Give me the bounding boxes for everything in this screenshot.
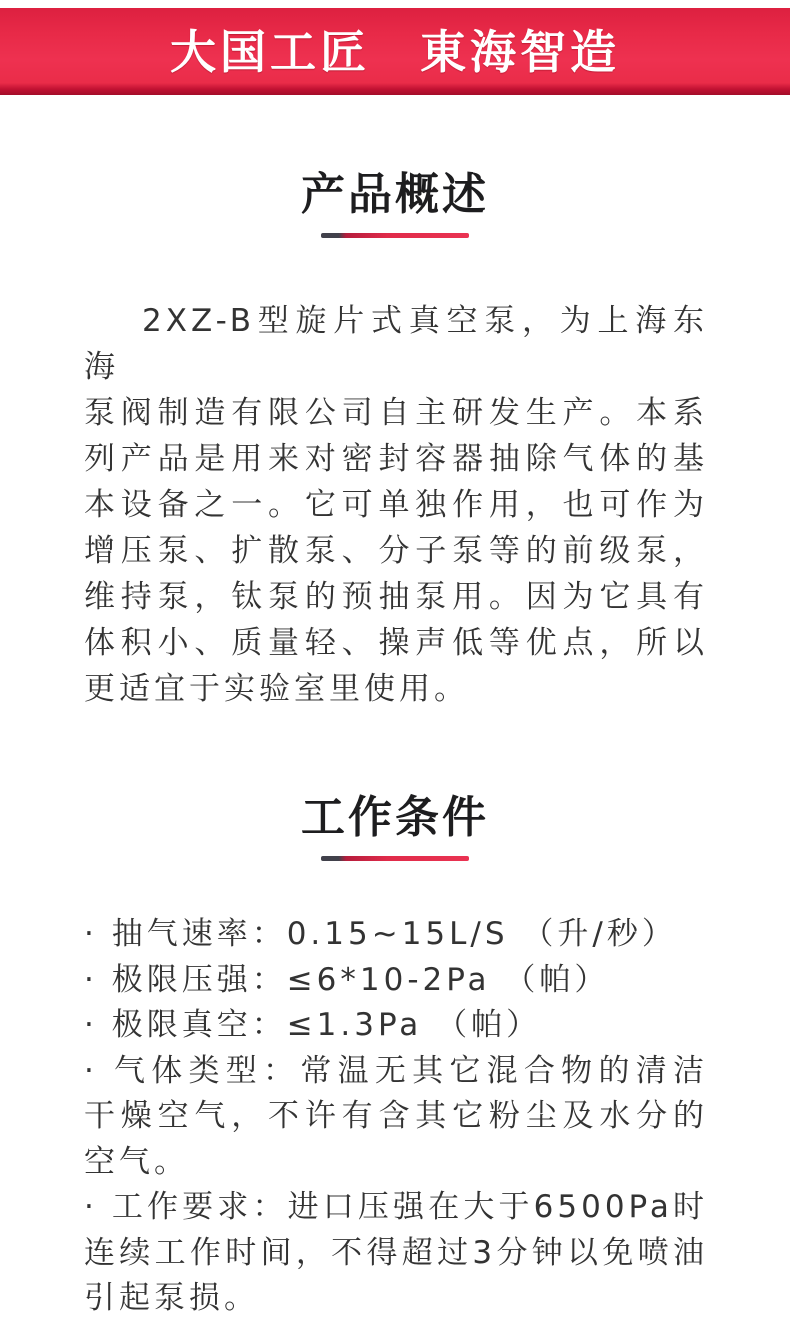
conditions-section-title: 工作条件 — [301, 792, 489, 843]
paragraph-line: 本设备之一。它可单独作用，也可作为 — [84, 487, 708, 523]
paragraph-line: 维持泵，钛泵的预抽泵用。因为它具有 — [84, 579, 708, 615]
brand-banner — [0, 8, 790, 95]
condition-line-work-requirement-end: 引起泵损。 — [84, 1280, 259, 1316]
paragraph-line: 2XZ-B型旋片式真空泵，为上海东海 — [84, 303, 708, 385]
paragraph-line: 更适宜于实验室里使用。 — [84, 671, 469, 707]
overview-paragraph — [84, 298, 708, 712]
condition-line-ultimate-vacuum: · 极限真空：≤1.3Pa （帕） — [84, 1007, 542, 1043]
overview-section-title: 产品概述 — [301, 169, 489, 220]
banner-title: 大国工匠 東海智造 — [170, 24, 620, 79]
condition-line-work-requirement-cont: 连续工作时间，不得超过3分钟以免喷油 — [84, 1234, 708, 1271]
condition-line-gas-type-cont: 干燥空气，不许有含其它粉尘及水分的 — [84, 1098, 708, 1134]
paragraph-line: 体积小、质量轻、操声低等优点，所以 — [84, 625, 708, 661]
paragraph-line: 增压泵、扩散泵、分子泵等的前级泵， — [84, 533, 708, 569]
condition-line-pumping-speed: · 抽气速率：0.15~15L/S （升/秒） — [84, 916, 677, 952]
condition-line-ultimate-pressure: · 极限压强：≤6*10-2Pa （帕） — [84, 961, 610, 998]
conditions-list — [84, 912, 708, 1322]
paragraph-line: 泵阀制造有限公司自主研发生产。本系 — [84, 395, 708, 431]
overview-title-underline — [321, 233, 469, 238]
paragraph-line: 列产品是用来对密封容器抽除气体的基 — [84, 441, 708, 477]
condition-line-gas-type-end: 空气。 — [84, 1143, 189, 1180]
working-conditions-section — [0, 791, 790, 1322]
condition-line-gas-type: · 气体类型：常温无其它混合物的清洁 — [84, 1052, 708, 1089]
overview-section — [0, 168, 790, 712]
conditions-title-underline — [321, 856, 469, 861]
product-detail-page — [0, 8, 790, 1316]
condition-line-work-requirement: · 工作要求：进口压强在大于6500Pa时 — [84, 1189, 708, 1225]
